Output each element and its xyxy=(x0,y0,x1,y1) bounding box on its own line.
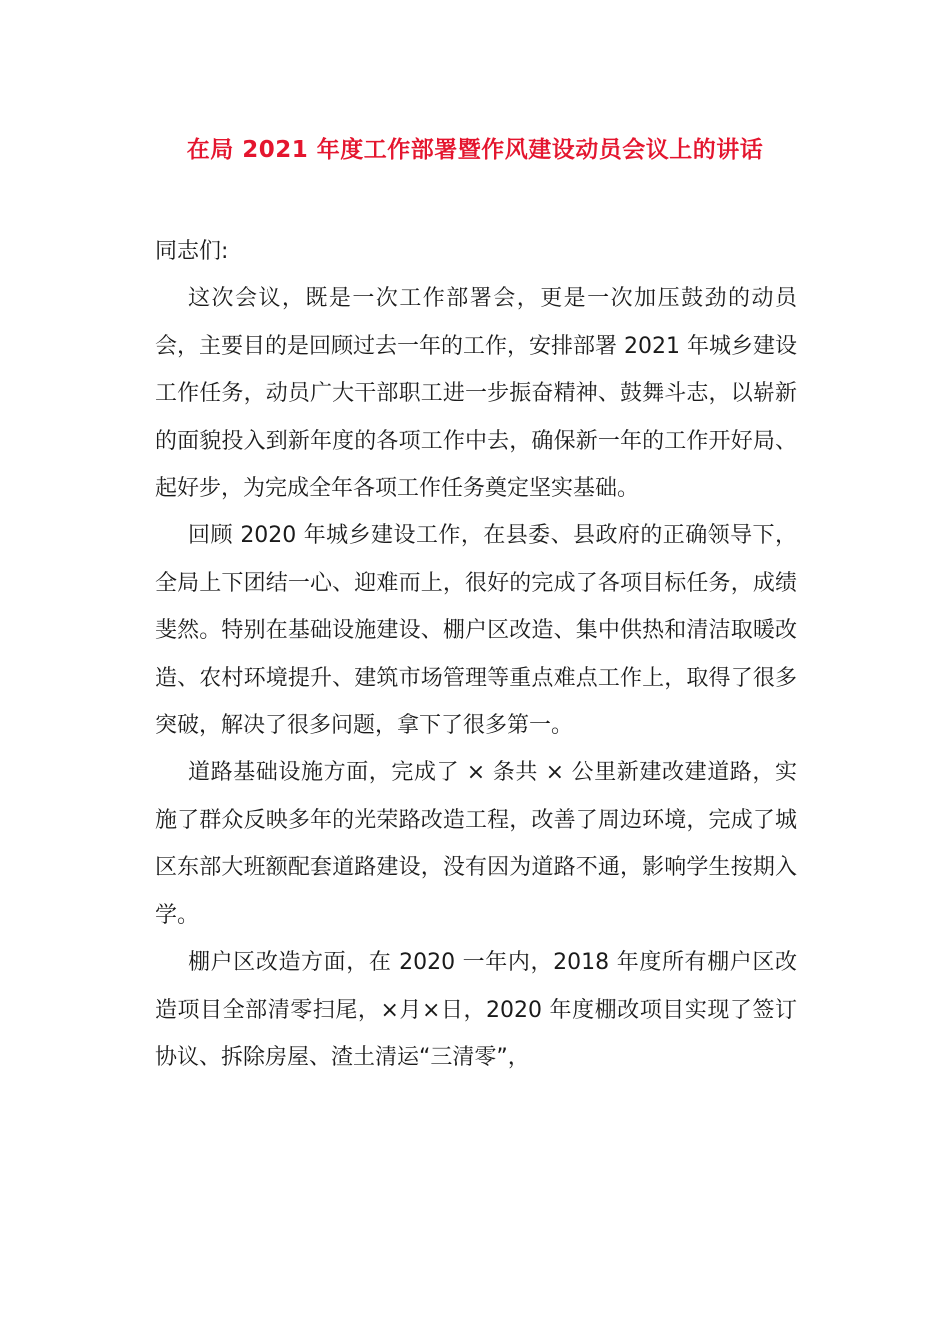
paragraph-opening: 这次会议，既是一次工作部署会，更是一次加压鼓劲的动员会，主要目的是回顾过去一年的工作，安排部署 2021 年城乡建设工作任务，动员广大干部职工进一步振奋精神、鼓舞斗志，以崭新的面貌投入到新年度的各项工作中去，确保新一年的工作开好局、起好步，为完成全年各项工作任务奠定坚实基础。 xyxy=(155,286,797,502)
salutation: 同志们: xyxy=(155,239,229,264)
document-body xyxy=(155,228,797,1081)
paragraph-review-2020: 回顾 2020 年城乡建设工作，在县委、县政府的正确领导下，全局上下团结一心、迎难而上，很好的完成了各项目标任务，成绩斐然。特别在基础设施建设、棚户区改造、集中供热和清洁取暖改造、农村环境提升、建筑市场管理等重点难点工作上，取得了很多突破，解决了很多问题，拿下了很多第一。 xyxy=(155,523,797,739)
document-title: 在局 2021 年度工作部署暨作风建设动员会议上的讲话 xyxy=(186,137,764,163)
paragraph-shantytown-renovation: 棚户区改造方面，在 2020 一年内，2018 年度所有棚户区改造项目全部清零扫尾，×月×日，2020 年度棚改项目实现了签订协议、拆除房屋、渣土清运“三清零”， xyxy=(155,950,797,1070)
paragraph-road-infrastructure: 道路基础设施方面，完成了 × 条共 × 公里新建改建道路，实施了群众反映多年的光荣路改造工程，改善了周边环境，完成了城区东部大班额配套道路建设，没有因为道路不通，影响学生按期入学。 xyxy=(155,760,797,928)
